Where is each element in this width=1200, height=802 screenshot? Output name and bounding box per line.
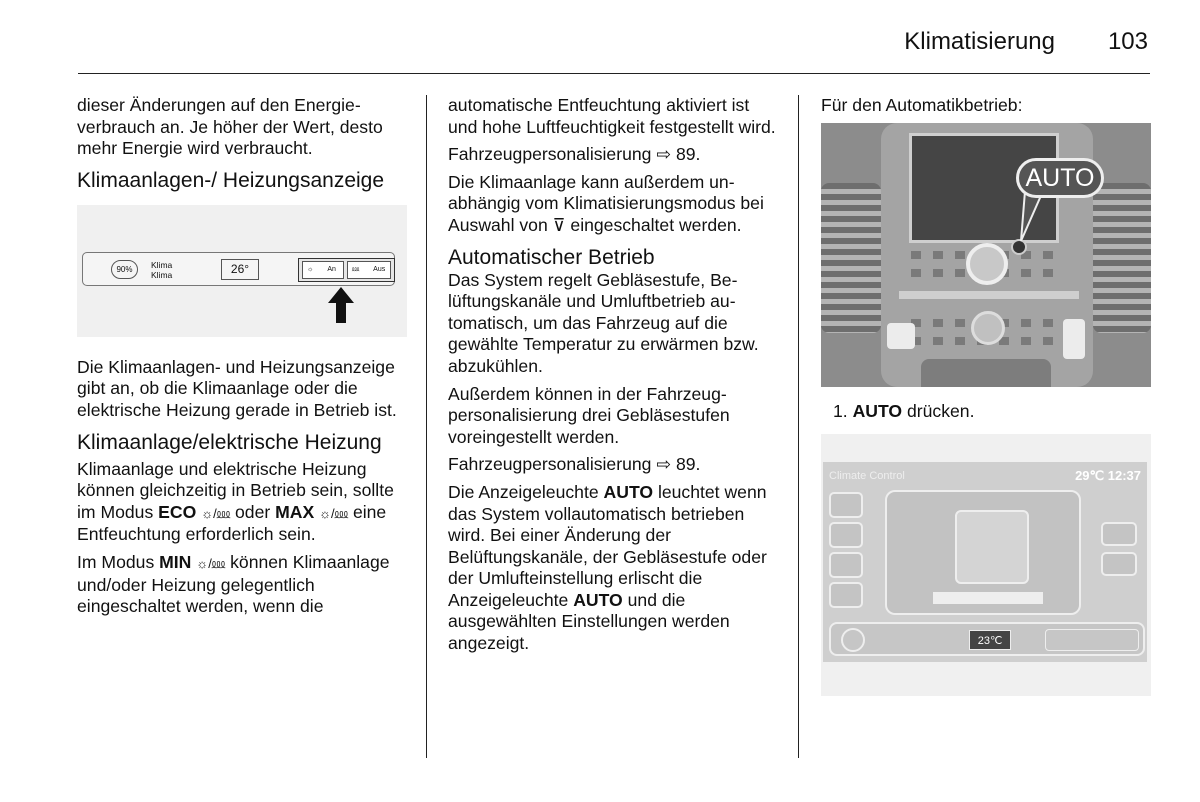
screen-status: 29℃ 12:37 — [1075, 468, 1141, 484]
klima-label — [151, 260, 172, 280]
ac-on-indicator — [302, 261, 344, 279]
paragraph: Das System regelt Gebläsestufe, Belüftungskanäle und Umluftbetrieb automatisch, um das Fahrzeug auf die gewählte Temperatur zu erwärmen bzw. abzukühlen. — [448, 269, 759, 376]
ac-on-label: An — [327, 265, 336, 273]
cross-reference: Fahrzeugpersonalisierung ⇨ 89. — [448, 454, 701, 475]
snowflake-icon: ☼ — [307, 265, 314, 273]
seat-airflow-icon — [955, 510, 1029, 584]
air-vent-right — [1093, 183, 1151, 333]
center-console-photo — [821, 123, 1151, 387]
mode-button — [829, 492, 863, 518]
heading-display: Klimaanlagen-/ Heizungsanzeige — [77, 168, 385, 192]
paragraph: automatische Entfeuchtung aktiviert ist und hohe Luftfeuchtigkeit festgestellt wird. — [448, 95, 776, 137]
climate-bottom-bar — [829, 622, 1145, 656]
mode-button — [829, 582, 863, 608]
section-title: Klimatisierung — [904, 28, 1055, 55]
home-icon — [841, 628, 865, 652]
column-middle — [448, 95, 778, 661]
paragraph: Außerdem können in der Fahrzeugpersonalisierung drei Gebläsestufen voreingestellt werden. — [448, 383, 730, 447]
ac-heating-indicator — [298, 258, 395, 282]
heading-ac-heating: Klimaanlage/elektrische Heizung — [77, 430, 382, 454]
recirculation-button — [1101, 522, 1137, 546]
climate-screen-figure — [821, 434, 1151, 696]
arrow-up-icon — [328, 287, 354, 323]
air-vent-left — [821, 183, 881, 333]
paragraph: Im Modus MIN ☼/⅏ können Klimaanlage und/oder Heizung gelegentlich eingeschaltet werden, wenn die — [77, 551, 390, 617]
climate-button-right — [1063, 319, 1085, 359]
paragraph: Die Klimaanlagen- und Heizungsanzeige gibt an, ob die Klimaanlage oder die elektrische Heizung gerade in Betrieb ist. — [77, 356, 397, 420]
page-number: 103 — [1107, 28, 1148, 55]
ac-heating-indicator — [1045, 629, 1139, 651]
climate-display-bar — [82, 252, 395, 286]
klima-label-line: Klima — [151, 259, 173, 270]
mode-button — [829, 552, 863, 578]
page-header — [78, 22, 1150, 74]
column-left — [77, 95, 407, 624]
paragraph: Die Klimaanlage kann außerdem unabhängig vom Klimatisierungsmodus bei Auswahl von ⊽ eingeschaltet werden. — [448, 171, 764, 235]
temperature-display: 23℃ — [969, 630, 1011, 650]
console-strip — [899, 291, 1079, 299]
paragraph: dieser Änderungen auf den Energieverbrauch an. Je höher der Wert, desto mehr Energie wird verbraucht. — [77, 95, 383, 159]
screen-title: Climate Control — [829, 470, 905, 483]
column-divider — [426, 95, 427, 758]
recirculation-button — [1101, 552, 1137, 576]
cross-reference: Fahrzeugpersonalisierung ⇨ 89. — [448, 144, 701, 165]
column-right — [821, 95, 1151, 696]
charge-percent-badge: 90% — [111, 260, 138, 279]
console-lower — [921, 359, 1051, 387]
heading-auto-mode: Automatischer Betrieb — [448, 245, 655, 269]
paragraph: Für den Automatikbetrieb: — [821, 95, 1023, 115]
climate-touchscreen — [823, 462, 1147, 662]
temperature-box: 26° — [221, 259, 259, 280]
paragraph: Die Anzeigeleuchte AUTO leuchtet wenn das System vollautomatisch betrieben wird. Bei einer Änderung der Belüftungskanäle, der Gebläsestufe oder der Umlufteinstellung erlischt die Anzeigeleuchte AUTO und die ausgewählten Einstellungen werden angezeigt. — [448, 481, 767, 654]
heater-indicator — [347, 261, 391, 279]
mode-button — [829, 522, 863, 548]
column-divider — [798, 95, 799, 758]
volume-knob — [966, 243, 1008, 285]
climate-display-figure — [77, 205, 407, 337]
fan-speed-bar — [933, 592, 1043, 604]
climate-button-left — [887, 323, 915, 349]
temperature-knob — [971, 311, 1005, 345]
heater-off-label: Aus — [373, 265, 386, 273]
auto-callout: AUTO — [1016, 158, 1104, 198]
step-instruction: 1. AUTO drücken. — [833, 400, 975, 421]
klima-label-line: Klima — [151, 269, 173, 280]
callout-pointer — [1017, 191, 1047, 243]
heater-icon: ⅏ — [352, 265, 360, 273]
paragraph: Klimaanlage und elektrische Heizung können gleichzeitig in Betrieb sein, sollte im Modus ECO ☼/⅏ oder MAX ☼/⅏ eine Entfeuchtung erforderlich sein. — [77, 458, 394, 545]
